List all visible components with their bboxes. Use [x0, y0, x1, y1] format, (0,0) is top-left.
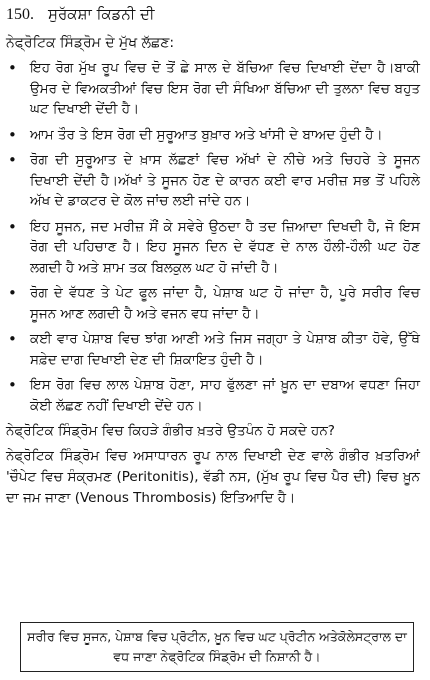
section-heading-symptoms: ਨੇਫ੍ਰੋਟਿਕ ਸਿੰਡ੍ਰੋਮ ਦੇ ਮੁੱਖ ਲੱਛਣ: [6, 35, 175, 51]
bullet-icon: • [8, 376, 17, 394]
complications-answer: ਨੇਫ੍ਰੋਟਿਕ ਸਿੰਡ੍ਰੋਮ ਵਿਚ ਅਸਾਧਾਰਨ ਰੂਪ ਨਾਲ ਦਿਖਾਈ ਦੇਣ ਵਾਲੇ ਗੰਭੀਰ ਖ਼ਤਰਿਆਂ 'ਚੌਪੇਟ ਵਿਚ ਸੰਕ੍ਰਮਣ (Peritonitis), ਵੱਡੀ ਨਸ, (ਮੁੱਖ ਰੂਪ ਵਿਚ ਪੈਰ ਦੀ) ਵਿਚ ਖ਼ੂਨ ਦਾ ਜਮ ਜਾਣਾ (Venous Thrombosis) ਇਤਿਆਦਿ ਹੈ। [6, 448, 420, 506]
list-item [6, 283, 420, 324]
list-item-text: ਇਹ ਸੂਜਨ, ਜਦ ਮਰੀਜ਼ ਸੌਂ ਕੇ ਸਵੇਰੇ ਉਠਦਾ ਹੈ ਤਦ ਜ਼ਿਆਦਾ ਦਿਖਦੀ ਹੈ, ਜੋ ਇਸ ਰੋਗ ਦੀ ਪਹਿਚਾਣ ਹੈ। ਇਹ ਸੂਜਨ ਦਿਨ ਦੇ ਵੱਧਣ ਦੇ ਨਾਲ ਹੌਲੀ-ਹੌਲੀ ਘਟ ਹੋਣ ਲਗਦੀ ਹੈ ਅਤੇ ਸ਼ਾਮ ਤਕ ਬਿਲਕੁਲ ਘਟ ਹੋ ਜਾਂਦੀ ਹੈ। [30, 218, 420, 276]
symptoms-list [6, 58, 420, 416]
page-number: 150. [6, 6, 34, 23]
list-item-text: ਰੋਗ ਦੀ ਸੁਰੂਆਤ ਦੇ ਖ਼ਾਸ ਲੱਛਣਾਂ ਵਿਚ ਅੱਖਾਂ ਦੇ ਨੀਚੇ ਅਤੇ ਚਿਹਰੇ ਤੇ ਸੂਜਨ ਦਿਖਾਈ ਦੇਂਦੀ ਹੈ।ਅੱਖਾਂ ਤੇ ਸੂਜਨ ਹੋਣ ਦੇ ਕਾਰਨ ਕਈ ਵਾਰ ਮਰੀਜ਼ ਸਭ ਤੋਂ ਪਹਿਲੇ ਅੱਖ ਦੇ ਡਾਕਟਰ ਦੇ ਕੋਲ ਜਾਂਚ ਲਈ ਜਾਂਦੇ ਹਨ। [30, 152, 420, 209]
list-item-text: ਇਸ ਰੋਗ ਵਿਚ ਲਾਲ ਪੇਸ਼ਾਬ ਹੋਣਾ, ਸਾਹ ਫੁੱਲਣਾ ਜਾਂ ਖ਼ੂਨ ਦਾ ਦਬਾਅ ਵਧਣਾ ਜਿਹਾ ਕੋਈ ਲੱਛਣ ਨਹੀਂ ਦਿਖਾਈ ਦੇਂਦੇ ਹਨ। [30, 377, 420, 414]
bullet-icon: • [8, 217, 17, 236]
list-item [6, 150, 420, 212]
page-header [6, 4, 420, 26]
bullet-icon: • [8, 284, 17, 302]
bullet-icon: • [8, 59, 17, 77]
bullet-icon: • [8, 330, 17, 348]
list-item-text: ਇਹ ਰੋਗ ਮੁੱਖ ਰੂਪ ਵਿਚ ਦੋ ਤੋਂ ਛੇ ਸਾਲ ਦੇ ਬੱਚਿਆ ਵਿਚ ਦਿਖਾਈ ਦੇਂਦਾ ਹੈ।ਬਾਕੀ ਉਮਰ ਦੇ ਵਿਅਕਤੀਆਂ ਵਿਚ ਇਸ ਰੋਗ ਦੀ ਸੰਖਿਆ ਬੱਚਿਆ ਦੀ ਤੁਲਨਾ ਵਿਚ ਬਹੁਤ ਘਟ ਦਿਖਾਈ ਦੇਂਦੀ ਹੈ। [30, 60, 420, 117]
complications-question: ਨੇਫ੍ਰੋਟਿਕ ਸਿੰਡ੍ਰੋਮ ਵਿਚ ਕਿਹੜੇ ਗੰਭੀਰ ਖ਼ਤਰੇ ਉਤਪੰਨ ਹੋ ਸਕਦੇ ਹਨ? [6, 423, 335, 439]
bullet-icon: • [8, 151, 17, 169]
list-item [6, 125, 420, 146]
bullet-icon: • [8, 125, 17, 144]
list-item-text: ਆਮ ਤੌਰ ਤੇ ਇਸ ਰੋਗ ਦੀ ਸੁਰੂਆਤ ਬੁਖ਼ਾਰ ਅਤੇ ਖਾਂਸੀ ਦੇ ਬਾਅਦ ਹੁੰਦੀ ਹੈ। [30, 126, 383, 143]
list-item-text: ਕਈ ਵਾਰ ਪੇਸ਼ਾਬ ਵਿਚ ਝਾਂਗ ਆਣੀ ਅਤੇ ਜਿਸ ਜਗ੍ਹਾ ਤੇ ਪੇਸ਼ਾਬ ਕੀਤਾ ਹੋਵੇ, ਉੱਥੇ ਸਫ਼ੇਦ ਦਾਗ ਦਿਖਾਈ ਦੇਣ ਦੀ ਸ਼ਿਕਾਇਤ ਹੁੰਦੀ ਹੈ। [30, 331, 420, 368]
summary-callout-box: ਸਰੀਰ ਵਿਚ ਸੂਜਨ, ਪੇਸ਼ਾਬ ਵਿਚ ਪ੍ਰੋਟੀਨ, ਖ਼ੂਨ ਵਿਚ ਘਟ ਪ੍ਰੋਟੀਨ ਅਤੇਕੋਲੇਸਟ੍ਰਾਲ ਦਾ ਵਧ ਜਾਣਾ ਨੇਫ੍ਰੋਟਿਕ ਸਿੰਡ੍ਰੋਮ ਦੀ ਨਿਸ਼ਾਨੀ ਹੈ। [20, 622, 414, 672]
book-title: ਸੁਰੱਕਸ਼ਾ ਕਿਡਨੀ ਦੀ [48, 5, 155, 23]
list-item [6, 329, 420, 370]
list-item [6, 58, 420, 120]
list-item [6, 217, 420, 279]
list-item-text: ਰੋਗ ਦੇ ਵੱਧਣ ਤੇ ਪੇਟ ਫੂਲ ਜਾਂਦਾ ਹੈ, ਪੇਸ਼ਾਬ ਘਟ ਹੋ ਜਾਂਦਾ ਹੈ, ਪੂਰੇ ਸਰੀਰ ਵਿਚ ਸੂਜਨ ਆਣ ਲਗਦੀ ਹੈ ਅਤੇ ਵਜਨ ਵਧ ਜਾਂਦਾ ਹੈ। [30, 285, 420, 322]
list-item [6, 375, 420, 416]
